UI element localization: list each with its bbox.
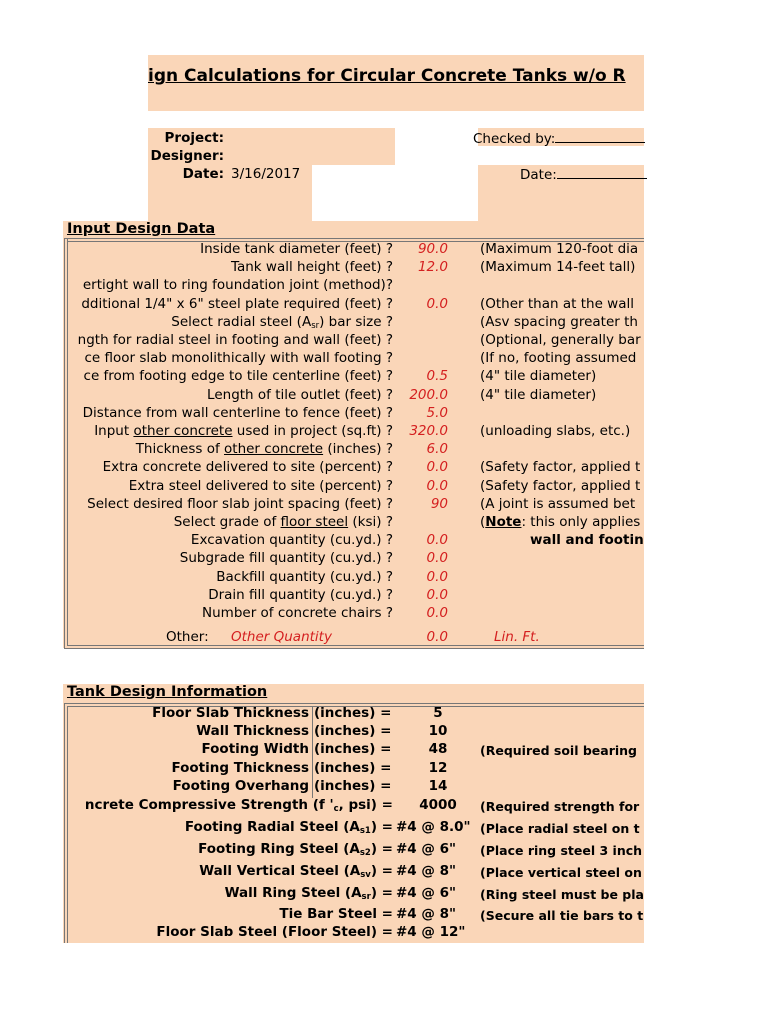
input-row-label (68, 441, 393, 459)
tank-row-label (68, 797, 393, 817)
input-row-label (68, 532, 393, 550)
tank-row-label-end: ) = (370, 863, 393, 879)
tank-row-label-end: ) = (370, 819, 393, 835)
tank-row-label-sub: c (333, 804, 339, 814)
tank-row-label (68, 741, 309, 761)
input-row-note (480, 496, 644, 514)
tank-row-value: 10 (428, 723, 448, 739)
input-row-label-end: (inches) ? (323, 441, 393, 458)
input-row-label (68, 478, 393, 496)
input-row-label (68, 550, 393, 568)
input-row-note (480, 332, 644, 350)
other-label: Other: (166, 629, 209, 645)
input-row-note (480, 387, 644, 405)
note-text: (Safety factor, applied t (480, 477, 641, 494)
input-row-label (68, 368, 393, 386)
input-row-value[interactable]: 0.0 (426, 532, 448, 549)
checked-by-line[interactable] (555, 130, 645, 143)
input-row-label-underlined: floor steel (280, 514, 349, 530)
tank-row-value: #4 @ 8" (396, 863, 457, 879)
input-row-value[interactable]: 90.0 (417, 241, 448, 257)
note-text: (If no, footing assumed (480, 350, 637, 367)
page-title: ign Calculations for Circular Concrete Tanks w/o R (148, 66, 626, 86)
tank-row-label (68, 841, 393, 861)
note-text: (4" tile diameter) (480, 368, 597, 385)
input-row-label (68, 296, 393, 314)
input-row-value[interactable]: 6.0 (426, 441, 448, 458)
tank-row-note: (Ring steel must be pla (480, 887, 644, 902)
input-row-label (68, 587, 393, 605)
note-text: (A joint is assumed bet (480, 495, 636, 512)
tank-row-label (68, 863, 393, 883)
tank-row-label-text: Footing Width (201, 741, 309, 757)
tank-row-note: (Place vertical steel on (480, 865, 642, 880)
input-row-value[interactable]: 320.0 (409, 423, 448, 439)
tank-row-label (68, 924, 393, 944)
input-row-note (480, 350, 644, 368)
input-row-label-end: ) bar size ? (319, 313, 393, 330)
checked-date-line[interactable] (557, 166, 647, 179)
input-row-label (68, 569, 393, 587)
tank-row-unit: (inches) = (314, 778, 392, 794)
input-row-label-text: Distance from wall centerline to fence (feet) ? (82, 404, 393, 421)
input-row-note (480, 259, 644, 277)
tank-row-label (68, 778, 309, 798)
input-row-note (480, 423, 644, 441)
checked-date-label: Date: (520, 167, 557, 183)
tank-row-note: (Secure all tie bars to t (480, 908, 644, 923)
tank-row-value: #4 @ 8.0" (396, 819, 471, 835)
other-value[interactable]: 0.0 (426, 629, 448, 645)
tank-row-value: #4 @ 6" (396, 885, 457, 901)
input-row-note (480, 459, 644, 477)
input-border-bottom-inner (67, 645, 644, 646)
note-text: (unloading slabs, etc.) (480, 423, 631, 439)
input-row-label-text: Thickness of (135, 441, 225, 458)
checked-by-row (473, 130, 645, 147)
input-row-label-text: Tank wall height (feet) ? (230, 259, 393, 276)
input-row-label-text: Number of concrete chairs ? (202, 605, 393, 621)
input-row-label-text: Input (94, 423, 134, 439)
input-row-note (480, 277, 644, 295)
input-row-label (68, 459, 393, 477)
input-row-label (68, 405, 393, 423)
tank-row-label-sub: sv (360, 870, 371, 880)
tank-border-left (64, 703, 65, 943)
tank-row-value: 14 (428, 778, 448, 794)
note-text: (Maximum 14-feet tall) (480, 259, 636, 276)
input-row-label-text: ertight wall to ring foundation joint (method)? (82, 277, 393, 294)
note-suffix: : this only applies (521, 514, 641, 530)
tank-row-label-text: Footing Ring Steel (A (198, 841, 360, 857)
note-text: (Optional, generally bar (480, 332, 641, 348)
tank-row-value: 48 (428, 741, 448, 757)
input-row-note (480, 368, 644, 386)
input-row-label-text: ngth for radial steel in footing and wall (feet) ? (77, 332, 393, 348)
input-row-value[interactable]: 90 (430, 495, 448, 512)
tank-row-label-text: Floor Slab Thickness (152, 705, 309, 721)
date-value[interactable]: 3/16/2017 (231, 166, 301, 182)
note-text: wall and footin (530, 532, 644, 549)
input-row-note (480, 587, 644, 605)
input-row-note (480, 550, 644, 568)
input-row-note (480, 605, 644, 623)
tank-row-label (68, 885, 393, 905)
input-row-value[interactable]: 12.0 (417, 259, 448, 276)
tank-section-title: Tank Design Information (67, 684, 268, 700)
input-row-value[interactable]: 0.0 (426, 459, 448, 476)
input-row-note (480, 569, 644, 587)
note-text: (Asv spacing greater th (480, 313, 638, 330)
input-row-label-end: (ksi) ? (348, 514, 393, 530)
note-text: (Maximum 120-foot dia (480, 241, 639, 257)
input-row-value[interactable]: 200.0 (409, 386, 448, 403)
tank-row-label-text: Footing Overhang (172, 778, 309, 794)
tank-row-note: (Required strength for (480, 799, 640, 814)
tank-row-label-text: Footing Radial Steel (A (184, 819, 360, 835)
input-row-note (480, 441, 644, 459)
input-row-label-text: dditional 1/4" x 6" steel plate required (feet) ? (81, 295, 393, 312)
tank-row-label-text: ncrete Compressive Strength (f ' (84, 797, 334, 813)
tank-row-unit: (inches) = (314, 705, 392, 721)
tank-row-label (68, 723, 309, 743)
tank-row-label-end: ) = (370, 841, 393, 857)
tank-row-note: (Place radial steel on t (480, 821, 640, 836)
tank-row-label-text: Footing Thickness (171, 760, 309, 776)
tank-row-label-text: Wall Vertical Steel (A (199, 863, 361, 879)
input-row-label-end: used in project (sq.ft) ? (232, 423, 393, 439)
input-row-label (68, 259, 393, 277)
input-row-label-text: Drain fill quantity (cu.yd.) ? (208, 586, 393, 603)
tank-row-value: 5 (433, 705, 443, 721)
input-row-label-text: Length of tile outlet (feet) ? (207, 386, 393, 403)
note-emphasis: Note (485, 514, 522, 530)
input-row-value[interactable]: 0.5 (426, 368, 448, 385)
tank-row-note: (Place ring steel 3 inch (480, 843, 643, 858)
date-label: Date: (182, 166, 224, 182)
input-row-note (480, 478, 644, 496)
tank-row-label (68, 819, 393, 839)
tank-row-label-text: Wall Ring Steel (A (224, 885, 362, 901)
input-row-value[interactable]: 5.0 (426, 404, 448, 421)
tank-row-label (68, 906, 393, 926)
input-row-label (68, 277, 393, 295)
input-row-value[interactable]: 0.0 (426, 605, 448, 621)
input-row-label (68, 314, 393, 332)
input-border-left (64, 238, 65, 648)
checked-date-row (520, 166, 647, 183)
unit-column-box-left (312, 706, 313, 798)
tank-row-label (68, 760, 309, 780)
note-prefix: ( (480, 514, 486, 530)
checked-by-label: Checked by: (473, 131, 556, 147)
tank-row-label-text: Wall Thickness (196, 723, 309, 739)
input-row-label-text: Select radial steel (A (171, 313, 312, 330)
input-row-note (480, 405, 644, 423)
tank-row-label-sub: sr (361, 892, 371, 902)
input-row-note (480, 314, 644, 332)
input-row-label-underlined: other concrete (224, 441, 324, 458)
tank-row-label (68, 705, 309, 725)
input-row-label-text: Extra steel delivered to site (percent) ? (128, 477, 393, 494)
input-row-value[interactable]: 0.0 (426, 550, 448, 567)
tank-row-label-sub: s2 (359, 848, 371, 858)
tank-row-label-sub: s1 (359, 826, 371, 836)
tank-row-note: (Required soil bearing (480, 743, 637, 758)
input-border-bottom (64, 648, 644, 649)
input-row-label (68, 496, 393, 514)
project-label: Project: (164, 130, 224, 146)
note-text: (4" tile diameter) (480, 386, 597, 403)
input-row-label-text: Select desired floor slab joint spacing (feet) ? (87, 495, 393, 512)
tank-row-label-end: , psi) = (338, 797, 393, 813)
input-row-label (68, 423, 393, 441)
input-row-label-text: Select grade of (173, 514, 281, 530)
note-text: (Other than at the wall (480, 295, 634, 312)
tank-border-top (64, 703, 644, 704)
input-row-label (68, 241, 393, 259)
tank-row-value: 4000 (419, 797, 457, 813)
other-name[interactable]: Other Quantity (231, 629, 332, 645)
input-row-value[interactable]: 0.0 (426, 477, 448, 494)
input-row-value[interactable]: 0.0 (426, 568, 448, 585)
tank-row-unit: (inches) = (314, 723, 392, 739)
input-row-note (480, 296, 644, 314)
tank-row-value: 12 (428, 760, 448, 776)
input-row-label-text: Extra concrete delivered to site (percent) ? (102, 459, 393, 476)
input-row-label (68, 387, 393, 405)
input-row-value[interactable]: 0.0 (426, 586, 448, 603)
input-row-label-underlined: other concrete (133, 423, 233, 439)
other-unit: Lin. Ft. (494, 629, 540, 645)
input-row-label-text: Backfill quantity (cu.yd.) ? (216, 568, 393, 585)
input-row-label-text: Subgrade fill quantity (cu.yd.) ? (179, 550, 393, 567)
input-row-label-text: ce from footing edge to tile centerline (feet) ? (83, 368, 393, 385)
input-section-title: Input Design Data (67, 221, 216, 237)
tank-row-label-text: Floor Slab Steel (Floor Steel) = (156, 924, 393, 940)
designer-label: Designer: (150, 148, 224, 164)
input-row-label-text: Excavation quantity (cu.yd.) ? (190, 532, 393, 549)
input-border-top (64, 238, 644, 239)
tank-row-unit: (inches) = (314, 741, 392, 757)
tank-row-value: #4 @ 6" (396, 841, 457, 857)
input-row-value[interactable]: 0.0 (426, 295, 448, 312)
tank-row-value: #4 @ 8" (396, 906, 457, 922)
input-row-label-text: Inside tank diameter (feet) ? (200, 241, 393, 257)
input-row-label (68, 332, 393, 350)
input-row-label (68, 605, 393, 623)
input-row-label (68, 350, 393, 368)
tank-row-label-end: ) = (370, 885, 393, 901)
note-text: (Safety factor, applied t (480, 459, 641, 476)
tank-row-unit: (inches) = (314, 760, 392, 776)
input-row-note (480, 514, 644, 532)
input-row-label-text: ce floor slab monolithically with wall footing ? (84, 350, 393, 367)
input-row-note (480, 241, 644, 259)
tank-row-label-text: Tie Bar Steel = (279, 906, 393, 922)
input-row-label (68, 514, 393, 532)
input-row-label-sub: sr (311, 320, 320, 331)
input-row-note (530, 532, 644, 550)
tank-row-value: #4 @ 12" (396, 924, 466, 940)
